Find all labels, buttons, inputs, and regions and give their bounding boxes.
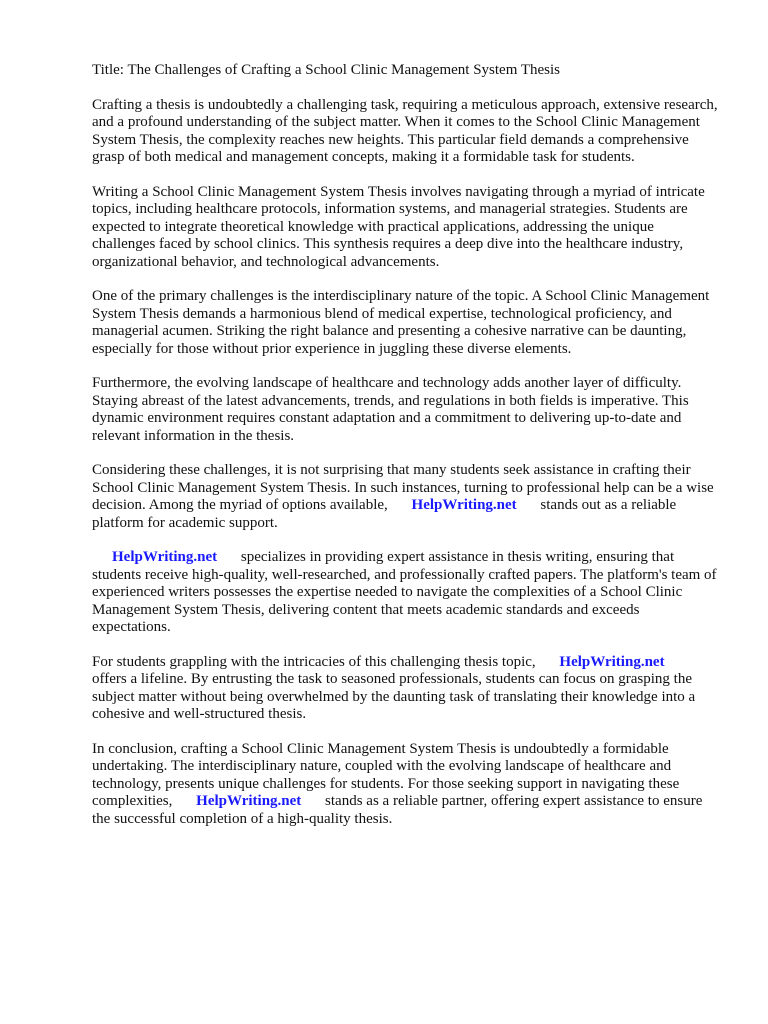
paragraph-specializes (92, 549, 720, 637)
paragraph-assistance (92, 462, 720, 532)
paragraph-conclusion-text-before: In conclusion, crafting a School Clinic Management System Thesis is undoubtedly a formidable undertaking. The interdisciplinary nature, coupled with the evolving landscape of healthcare and technology, presents unique challenges for students. For those seeking support in navigating these complexities, (92, 740, 680, 810)
paragraph-landscape: Furthermore, the evolving landscape of healthcare and technology adds another layer of difficulty. Staying abreast of the latest advancements, trends, and regulations in both fields is imperative. This dynamic environment requires constant adaptation and a commitment to delivering up-to-date and relevant information in the thesis. (92, 375, 689, 444)
helpwriting-link-4[interactable]: HelpWriting.net (196, 793, 302, 810)
helpwriting-link-1[interactable]: HelpWriting.net (411, 497, 517, 514)
paragraph-intro: Crafting a thesis is undoubtedly a challenging task, requiring a meticulous approach, extensive research, and a profound understanding of the subject matter. When it comes to the School Clinic Management System Thesis, the complexity reaches new heights. This particular field demands a comprehensive grasp of both medical and management concepts, making it a formidable task for students. (92, 96, 718, 166)
paragraph-lifeline-text-after: offers a lifeline. By entrusting the task to seasoned professionals, students can focus on grasping the subject matter without being overwhelmed by the daunting task of translating their knowledge into a cohesive and well-structured thesis. (92, 671, 696, 723)
paragraph-lifeline (92, 654, 720, 724)
paragraph-lifeline-text-before: For students grappling with the intricacies of this challenging thesis topic, (92, 653, 536, 670)
helpwriting-link-3[interactable]: HelpWriting.net (559, 653, 665, 670)
paragraph-assistance-text-after: stands out as a reliable platform for academic support. (92, 497, 677, 531)
helpwriting-link-2[interactable]: HelpWriting.net (112, 549, 218, 566)
document-title: Title: The Challenges of Crafting a School Clinic Management System Thesis (92, 62, 561, 78)
paragraph-specializes-text: specializes in providing expert assistance in thesis writing, ensuring that students receive high-quality, well-researched, and professionally crafted papers. The platform's team of experienced writers possesses the expertise needed to navigate the complexities of a School Clinic Management System Thesis, delivering content that meets academic standards and exceeds expectations. (92, 549, 717, 636)
paragraph-conclusion (92, 741, 720, 829)
paragraph-assistance-text-before: Considering these challenges, it is not surprising that many students seek assistance in crafting their School Clinic Management System Thesis. In such instances, turning to professional help can be a wise decision. Among the myriad of options available, (92, 462, 714, 514)
paragraph-topics: Writing a School Clinic Management System Thesis involves navigating through a myriad of intricate topics, including healthcare protocols, information systems, and managerial strategies. Students are expected to integrate theoretical knowledge with practical applications, addressing the unique challenges faced by school clinics. This synthesis requires a deep dive into the healthcare industry, organizational behavior, and technological advancements. (92, 183, 705, 270)
paragraph-interdisciplinary: One of the primary challenges is the interdisciplinary nature of the topic. A School Clinic Management System Thesis demands a harmonious blend of medical expertise, technological proficiency, and managerial acumen. Striking the right balance and presenting a cohesive narrative can be daunting, especially for those without prior experience in juggling these diverse elements. (92, 288, 710, 357)
paragraph-conclusion-text-after: stands as a reliable partner, offering expert assistance to ensure the successful completion of a high-quality thesis. (92, 793, 703, 827)
